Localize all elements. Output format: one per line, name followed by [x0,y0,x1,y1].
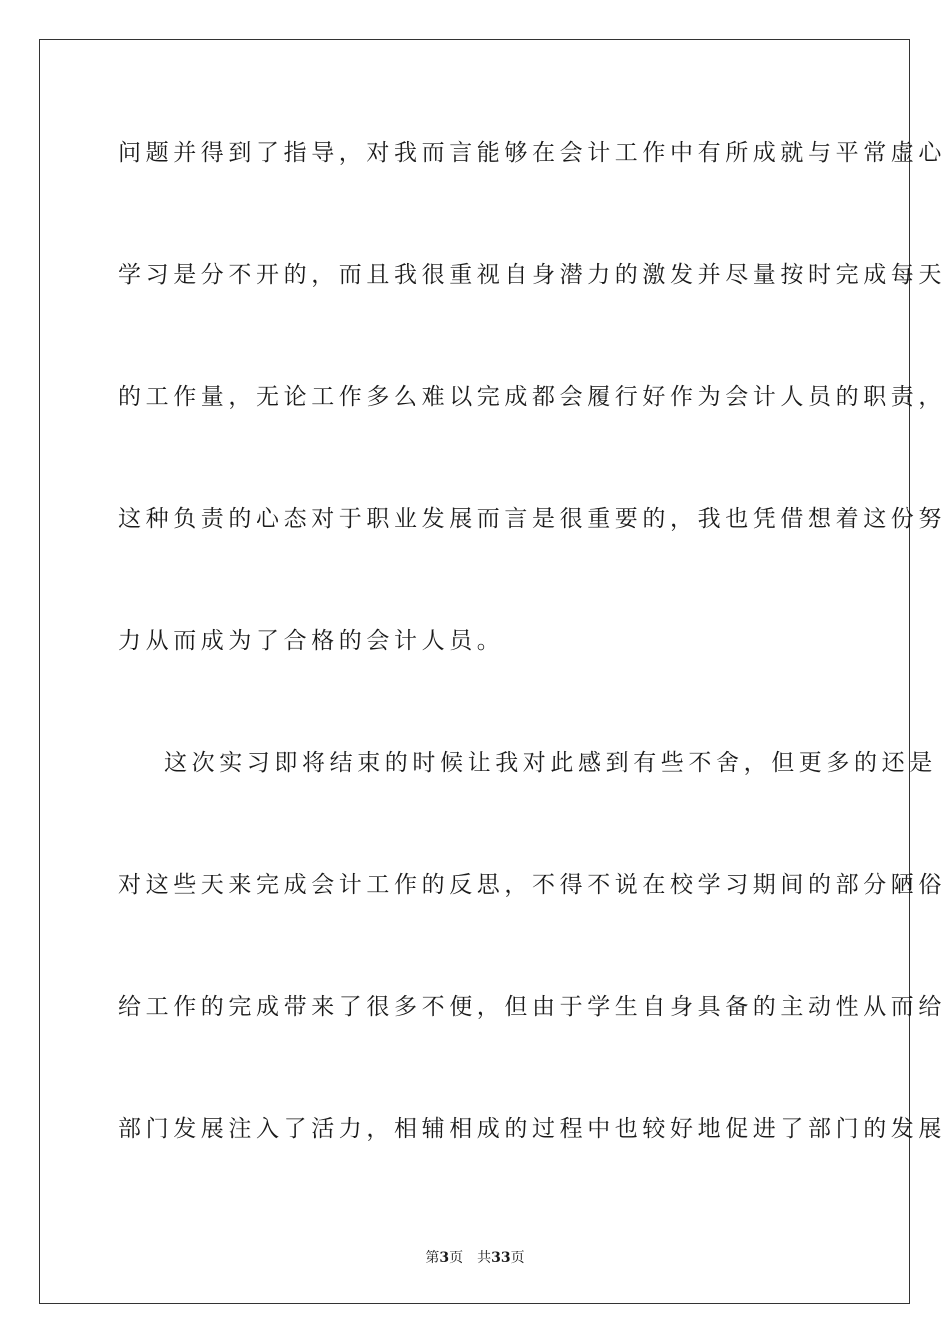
footer-total-suffix: 页 [510,1250,525,1266]
text-line-8: 给工作的完成带来了很多不便，但由于学生自身具备的主动性从而给 [118,994,946,1020]
text-line-4: 这种负责的心态对于职业发展而言是很重要的，我也凭借想着这份努 [118,506,946,532]
text-line-7: 对这些天来完成会计工作的反思，不得不说在校学习期间的部分陋俗 [118,872,946,898]
footer-total-prefix: 共 [477,1250,492,1266]
footer-page-prefix: 第 [425,1250,440,1266]
text-line-3: 的工作量，无论工作多么难以完成都会履行好作为会计人员的职责， [118,384,946,410]
paragraph-start-line: 这次实习即将结束的时候让我对此感到有些不舍，但更多的还是 [164,750,937,776]
footer-page-number: 3 [439,1250,450,1266]
page-footer [0,1248,950,1268]
text-line-9: 部门发展注入了活力，相辅相成的过程中也较好地促进了部门的发展 [118,1116,946,1142]
text-line-1: 问题并得到了指导，对我而言能够在会计工作中有所成就与平常虚心 [118,140,946,166]
footer-page-suffix: 页 [449,1250,464,1266]
footer-total-pages: 33 [491,1250,511,1266]
text-line-5: 力从而成为了合格的会计人员。 [118,628,505,654]
text-line-2: 学习是分不开的，而且我很重视自身潜力的激发并尽量按时完成每天 [118,262,946,288]
